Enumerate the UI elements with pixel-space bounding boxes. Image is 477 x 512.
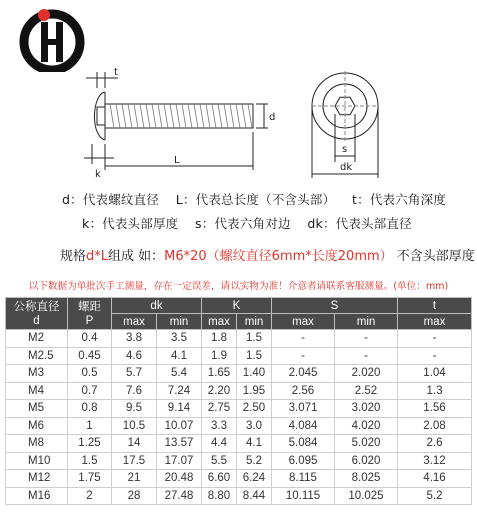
header-s: S — [272, 298, 398, 314]
table-cell: 2.045 — [272, 365, 335, 383]
legend-d: d：代表螺纹直径 — [62, 192, 160, 207]
table-cell: 3.020 — [335, 400, 398, 418]
table-cell: 0.4 — [68, 330, 112, 348]
legend-k: k：代表头部厚度 — [82, 216, 179, 231]
cell-size: M12 — [6, 470, 68, 488]
table-cell: 5.084 — [272, 435, 335, 453]
table-cell: 0.45 — [68, 347, 112, 365]
legend-dk: dk：代表头部直径 — [307, 216, 412, 231]
header-k: K — [202, 298, 272, 314]
table-cell: 2.50 — [237, 400, 272, 418]
table-cell: 21 — [112, 470, 157, 488]
table-cell: 3.071 — [272, 400, 335, 418]
cell-size: M2 — [6, 330, 68, 348]
header-dk-max: max — [112, 314, 157, 330]
legend-row-1 — [62, 190, 446, 208]
table-cell: 8.115 — [272, 470, 335, 488]
table-cell: 3.12 — [398, 452, 472, 470]
table-cell: 2.56 — [272, 382, 335, 400]
cell-size: M4 — [6, 382, 68, 400]
table-cell: 6.60 — [202, 470, 237, 488]
table-cell: 14 — [112, 435, 157, 453]
table-cell: 3.0 — [237, 417, 272, 435]
table-cell: 4.1 — [237, 435, 272, 453]
spec-example-value: M6*20（螺纹直径6mm*长度20mm） — [164, 249, 393, 264]
header-dk-min: min — [157, 314, 202, 330]
table-cell: 2.52 — [335, 382, 398, 400]
table-row — [6, 487, 472, 505]
brand-logo — [14, 6, 90, 72]
table-cell: 4.020 — [335, 417, 398, 435]
spec-mid: 组成 如： — [108, 249, 165, 264]
spec-example — [60, 245, 475, 264]
table-cell: 1.9 — [202, 347, 237, 365]
table-cell: 1.04 — [398, 365, 472, 383]
table-cell: 4.16 — [398, 470, 472, 488]
table-cell: 2.20 — [202, 382, 237, 400]
spec-table — [5, 297, 472, 505]
cell-size: M16 — [6, 487, 68, 505]
table-cell: 10.025 — [335, 487, 398, 505]
table-cell: 1.3 — [398, 382, 472, 400]
table-cell: 1.5 — [237, 330, 272, 348]
table-cell: 10.115 — [272, 487, 335, 505]
table-cell: 5.2 — [237, 452, 272, 470]
spec-prefix: 规格 — [60, 249, 87, 264]
table-row — [6, 470, 472, 488]
table-cell: 5.7 — [112, 365, 157, 383]
table-header-row-1 — [6, 298, 472, 314]
table-cell: - — [272, 330, 335, 348]
table-cell: 5.2 — [398, 487, 472, 505]
table-cell: - — [272, 347, 335, 365]
table-cell: 3.8 — [112, 330, 157, 348]
table-cell: 28 — [112, 487, 157, 505]
cell-size: M2.5 — [6, 347, 68, 365]
table-cell: 2 — [68, 487, 112, 505]
label-k: k — [95, 169, 101, 180]
table-cell: 17.07 — [157, 452, 202, 470]
table-cell: 1.25 — [68, 435, 112, 453]
table-cell: 3.3 — [202, 417, 237, 435]
table-cell: 5.020 — [335, 435, 398, 453]
table-cell: 4.084 — [272, 417, 335, 435]
table-cell: 8.025 — [335, 470, 398, 488]
table-cell: - — [398, 330, 472, 348]
header-k-max: max — [202, 314, 237, 330]
label-dk: dk — [340, 162, 353, 173]
table-cell: 8.80 — [202, 487, 237, 505]
legend-L: L：代表总长度（不含头部） — [175, 192, 336, 207]
table-row — [6, 347, 472, 365]
table-cell: 1.56 — [398, 400, 472, 418]
measurement-notice: 以下数据为单批次手工测量，存在一定误差，请以实物为准！介意者请联系客服测量。(单位：mm) — [28, 281, 449, 292]
header-t: t — [398, 298, 472, 314]
table-row — [6, 452, 472, 470]
table-cell: 1.5 — [237, 347, 272, 365]
label-t: t — [114, 67, 118, 78]
table-cell: 6.020 — [335, 452, 398, 470]
table-cell: 6.095 — [272, 452, 335, 470]
table-cell: 1.75 — [68, 470, 112, 488]
table-cell: - — [335, 330, 398, 348]
table-cell: 8.44 — [237, 487, 272, 505]
legend-s: s：代表六角对边 — [195, 216, 291, 231]
table-cell: 1.95 — [237, 382, 272, 400]
cell-size: M5 — [6, 400, 68, 418]
table-cell: 10.07 — [157, 417, 202, 435]
table-cell: 4.6 — [112, 347, 157, 365]
header-s-max: max — [272, 314, 335, 330]
table-cell: 20.48 — [157, 470, 202, 488]
header-s-min: min — [335, 314, 398, 330]
table-cell: 9.14 — [157, 400, 202, 418]
table-cell: 3.5 — [157, 330, 202, 348]
table-row — [6, 330, 472, 348]
hex-socket — [97, 107, 105, 125]
table-cell: 1.65 — [202, 365, 237, 383]
table-cell: 7.24 — [157, 382, 202, 400]
table-cell: 2.08 — [398, 417, 472, 435]
cell-size: M10 — [6, 452, 68, 470]
cell-size: M3 — [6, 365, 68, 383]
table-row — [6, 417, 472, 435]
table-cell: 7.6 — [112, 382, 157, 400]
table-row — [6, 400, 472, 418]
label-s: s — [342, 144, 348, 155]
legend-t: t：代表六角深度 — [352, 192, 447, 207]
table-cell: 4.1 — [157, 347, 202, 365]
screw-diagram — [78, 66, 408, 184]
spec-suffix: 不含头部厚度 — [396, 249, 475, 264]
table-row — [6, 435, 472, 453]
header-dk: dk — [112, 298, 202, 314]
label-L: L — [174, 155, 180, 166]
cell-size: M8 — [6, 435, 68, 453]
table-cell: 2.75 — [202, 400, 237, 418]
header-size: 公称直径 d — [6, 298, 68, 330]
table-cell: - — [335, 347, 398, 365]
table-cell: 17.5 — [112, 452, 157, 470]
table-row — [6, 365, 472, 383]
table-cell: 27.48 — [157, 487, 202, 505]
table-cell: 1.8 — [202, 330, 237, 348]
table-cell: 10.5 — [112, 417, 157, 435]
table-cell: 9.5 — [112, 400, 157, 418]
table-cell: 5.4 — [157, 365, 202, 383]
table-row — [6, 382, 472, 400]
table-cell: 13.57 — [157, 435, 202, 453]
table-cell: 1.40 — [237, 365, 272, 383]
table-cell: 0.8 — [68, 400, 112, 418]
table-cell: 2.6 — [398, 435, 472, 453]
label-d: d — [269, 112, 276, 123]
header-k-min: min — [237, 314, 272, 330]
table-cell: 4.4 — [202, 435, 237, 453]
header-pitch: 螺距 P — [68, 298, 112, 330]
table-cell: 5.5 — [202, 452, 237, 470]
spec-dl: d*L — [86, 249, 109, 264]
table-cell: 1.5 — [68, 452, 112, 470]
legend-row-2 — [82, 214, 412, 232]
table-cell: 0.5 — [68, 365, 112, 383]
screw-head — [94, 92, 105, 140]
header-t-max: max — [398, 314, 472, 330]
table-cell: - — [398, 347, 472, 365]
table-cell: 2.020 — [335, 365, 398, 383]
cell-size: M6 — [6, 417, 68, 435]
table-cell: 6.24 — [237, 470, 272, 488]
table-cell: 1 — [68, 417, 112, 435]
table-body — [6, 330, 472, 505]
table-cell: 0.7 — [68, 382, 112, 400]
